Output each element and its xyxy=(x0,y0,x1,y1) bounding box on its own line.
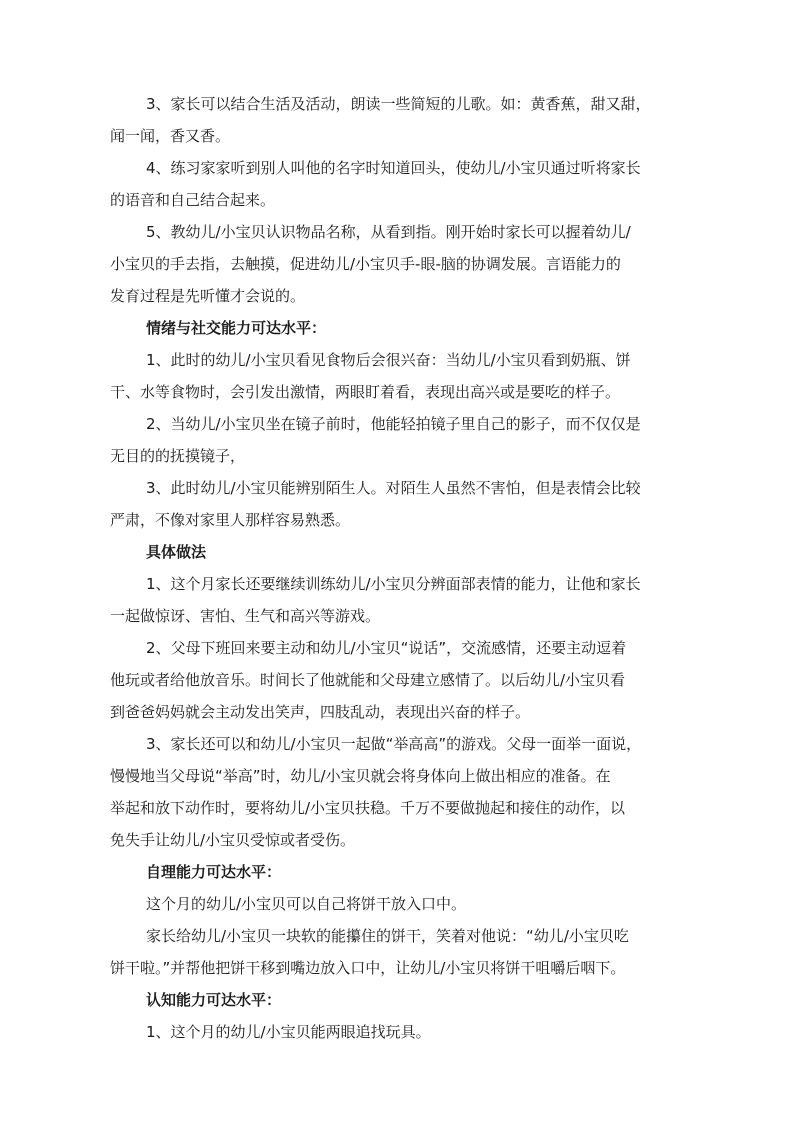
text-line: 举起和放下动作时，要将幼儿/小宝贝扶稳。千万不要做抛起和接住的动作，以 xyxy=(110,799,626,817)
text-line: 闻一闻，香又香。 xyxy=(110,127,231,145)
text-line: 1、这个月家长还要继续训练幼儿/小宝贝分辨面部表情的能力，让他和家长 xyxy=(146,575,641,593)
paragraph xyxy=(110,888,690,920)
text-line: 发育过程是先听懂才会说的。 xyxy=(110,287,306,305)
paragraph xyxy=(110,568,690,632)
text-line: 家长给幼儿/小宝贝一块软的能攥住的饼干，笑着对他说：“幼儿/小宝贝吃 xyxy=(146,927,629,945)
paragraph xyxy=(110,920,690,984)
section-heading: 具体做法 xyxy=(146,543,207,561)
paragraph xyxy=(110,344,690,408)
text-line: 1、此时的幼儿/小宝贝看见食物后会很兴奋：当幼儿/小宝贝看到奶瓶、饼 xyxy=(146,351,631,369)
paragraph xyxy=(110,1016,690,1048)
text-line: 这个月的幼儿/小宝贝可以自己将饼干放入口中。 xyxy=(146,895,467,913)
text-line: 免失手让幼儿/小宝贝受惊或者受伤。 xyxy=(110,831,356,849)
paragraph xyxy=(110,152,690,216)
text-line: 3、家长还可以和幼儿/小宝贝一起做“举高高”的游戏。父母一面举一面说， xyxy=(146,735,642,753)
text-line: 1、这个月的幼儿/小宝贝能两眼追找玩具。 xyxy=(146,1023,431,1041)
paragraph xyxy=(110,728,690,856)
text-line: 无目的的抚摸镜子， xyxy=(110,447,246,465)
text-line: 干、水等食物时，会引发出激情，两眼盯着看，表现出高兴或是要吃的样子。 xyxy=(110,383,621,401)
document-body xyxy=(110,88,690,1048)
text-line: 2、当幼儿/小宝贝坐在镜子前时，他能轻拍镜子里自己的影子，而不仅仅是 xyxy=(146,415,641,433)
text-line: 慢慢地当父母说“举高”时，幼儿/小宝贝就会将身体向上做出相应的准备。在 xyxy=(110,767,611,785)
text-line: 饼干啦。”并帮他把饼干移到嘴边放入口中，让幼儿/小宝贝将饼干咀嚼后咽下。 xyxy=(110,959,626,977)
paragraph xyxy=(110,88,690,152)
section-heading: 情绪与社交能力可达水平： xyxy=(146,319,327,337)
text-line: 严肃，不像对家里人那样容易熟悉。 xyxy=(110,511,351,529)
text-line: 3、此时幼儿/小宝贝能辨别陌生人。对陌生人虽然不害怕，但是表情会比较 xyxy=(146,479,641,497)
text-line: 他玩或者给他放音乐。时间长了他就能和父母建立感情了。以后幼儿/小宝贝看 xyxy=(110,671,626,689)
paragraph xyxy=(110,472,690,536)
paragraph xyxy=(110,216,690,312)
text-line: 3、家长可以结合生活及活动，朗读一些简短的儿歌。如：黄香蕉，甜又甜， xyxy=(146,95,651,113)
section-heading: 认知能力可达水平： xyxy=(146,991,282,1009)
text-line: 的语音和自己结合起来。 xyxy=(110,191,276,209)
paragraph xyxy=(110,408,690,472)
text-line: 到爸爸妈妈就会主动发出笑声，四肢乱动，表现出兴奋的样子。 xyxy=(110,703,531,721)
text-line: 小宝贝的手去指，去触摸，促进幼儿/小宝贝手-眼-脑的协调发展。言语能力的 xyxy=(110,255,621,273)
section-heading: 自理能力可达水平： xyxy=(146,863,282,881)
text-line: 4、练习家家听到别人叫他的名字时知道回头，使幼儿/小宝贝通过听将家长 xyxy=(146,159,641,177)
text-line: 2、父母下班回来要主动和幼儿/小宝贝“说话”，交流感情，还要主动逗着 xyxy=(146,639,627,657)
text-line: 5、教幼儿/小宝贝认识物品名称，从看到指。刚开始时家长可以握着幼儿/ xyxy=(146,223,631,241)
text-line: 一起做惊讶、害怕、生气和高兴等游戏。 xyxy=(110,607,381,625)
paragraph xyxy=(110,632,690,728)
